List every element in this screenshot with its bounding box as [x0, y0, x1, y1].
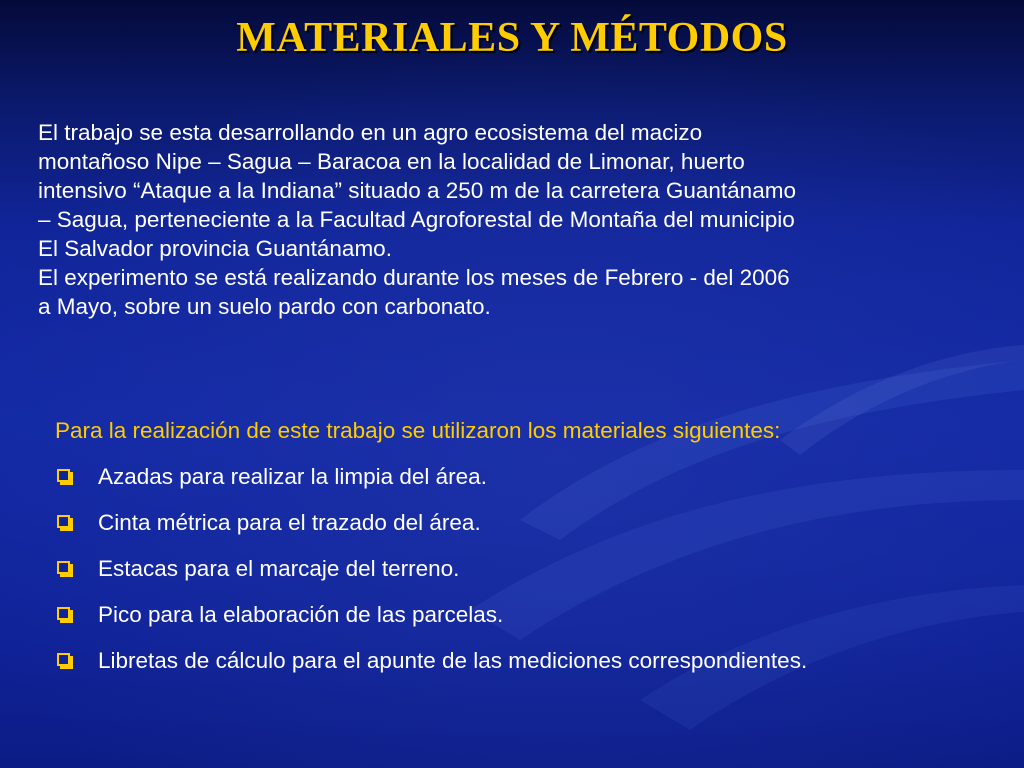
checkbox-bullet-icon	[57, 653, 73, 669]
list-item	[55, 546, 1020, 592]
list-item-text: Estacas para el marcaje del terreno.	[98, 556, 460, 581]
intro-paragraph-timeframe: El experimento se está realizando durante los meses de Febrero - del 2006 a Mayo, sobre un suelo pardo con carbonato.	[38, 265, 790, 319]
list-item-text: Pico para la elaboración de las parcelas.	[98, 602, 504, 627]
list-item-text: Azadas para realizar la limpia del área.	[98, 464, 487, 489]
intro-paragraph-location: El trabajo se esta desarrollando en un agro ecosistema del macizo montañoso Nipe – Sagua – Baracoa en la localidad de Limonar, huerto intensivo “Ataque a la Indiana” situado a 250 m de la carretera Guantánamo – Sagua, perteneciente a la Facultad Agroforestal de Montaña del municipio El Salvador provincia Guantánamo.	[38, 120, 796, 261]
intro-text-block	[38, 118, 1018, 321]
list-item	[55, 638, 1020, 684]
materials-list	[55, 454, 1020, 684]
checkbox-bullet-icon	[57, 561, 73, 577]
list-item-text: Cinta métrica para el trazado del área.	[98, 510, 481, 535]
checkbox-bullet-icon	[57, 469, 73, 485]
checkbox-bullet-icon	[57, 607, 73, 623]
list-item	[55, 500, 1020, 546]
checkbox-bullet-icon	[57, 515, 73, 531]
list-item-text: Libretas de cálculo para el apunte de las mediciones correspondientes.	[98, 648, 808, 673]
list-item	[55, 592, 1020, 638]
materials-heading: Para la realización de este trabajo se utilizaron los materiales siguientes:	[55, 418, 781, 443]
materials-section	[55, 416, 1020, 684]
slide-title: MATERIALES Y MÉTODOS	[236, 15, 788, 61]
list-item	[55, 454, 1020, 500]
